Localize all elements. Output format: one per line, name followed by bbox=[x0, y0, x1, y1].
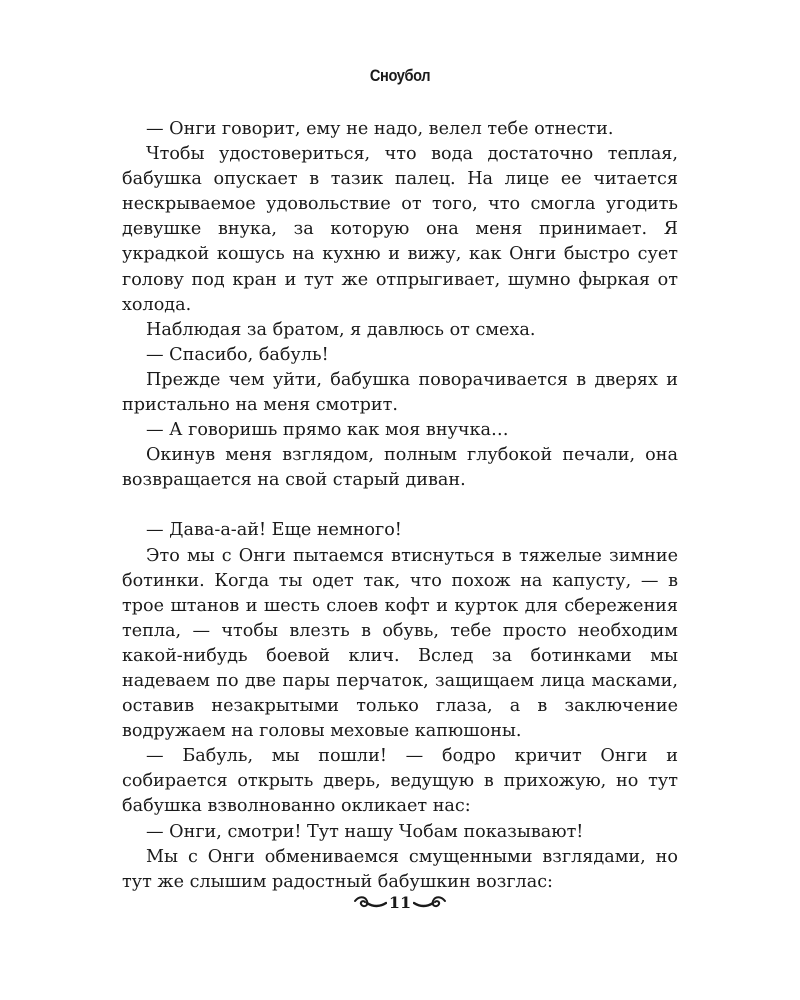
paragraph: Прежде чем уйти, бабушка поворачивается в дверях и пристально на меня смотрит. bbox=[122, 369, 678, 416]
paragraph: — Онги, смотри! Тут нашу Чобам показывают! bbox=[146, 821, 584, 842]
swash-ornament-right-icon bbox=[413, 895, 447, 911]
paragraph: Это мы с Онги пытаемся втиснуться в тяжелые зимние ботинки. Когда ты одет так, что похож на капусту, — в трое штанов и шесть слоев кофт и курток для сбережения тепла, — чтобы влезть в обувь, тебе просто необходим какой-нибудь боевой клич. Вслед за ботинками мы надеваем по две пары перчаток, защищаем лица масками, оставив незакрытыми только глаза, а в заключение водружаем на головы меховые капюшоны. bbox=[122, 545, 678, 742]
paragraph: — Дава-а-ай! Еще немного! bbox=[146, 520, 402, 541]
paragraph: — Бабуль, мы пошли! — бодро кричит Онги и собирается открыть дверь, ведущую в прихожую, но тут бабушка взволнованно окликает нас: bbox=[122, 746, 678, 817]
paragraph: Мы с Онги обмениваемся смущенными взглядами, но тут же слышим радостный бабушкин возглас: bbox=[122, 846, 678, 892]
paragraph: Окинув меня взглядом, полным глубокой печали, она возвращается на свой старый диван. bbox=[122, 445, 678, 491]
paragraph: Наблюдая за братом, я давлюсь от смеха. bbox=[146, 319, 536, 340]
running-title: Сноубол bbox=[369, 66, 431, 85]
paragraph: Чтобы удостовериться, что вода достаточно теплая, бабушка опускает в тазик палец. На лице ее читается нескрываемое удовольствие от того, что смогла угодить девушке внука, за которую она меня принимает. Я украдкой кошусь на кухню и вижу, как Онги быстро сует голову под кран и тут же отпрыгивает, шумно фыркая от холода. bbox=[122, 144, 678, 315]
section-break bbox=[122, 493, 678, 518]
swash-ornament-left-icon bbox=[353, 895, 387, 911]
body-text bbox=[122, 117, 678, 895]
page-number: 11 bbox=[388, 893, 412, 912]
paragraph: — Онги говорит, ему не надо, велел тебе отнести. bbox=[146, 119, 614, 139]
page-folio bbox=[0, 893, 800, 912]
paragraph: — Спасибо, бабуль! bbox=[146, 344, 329, 365]
paragraph: — А говоришь прямо как моя внучка… bbox=[146, 420, 509, 441]
